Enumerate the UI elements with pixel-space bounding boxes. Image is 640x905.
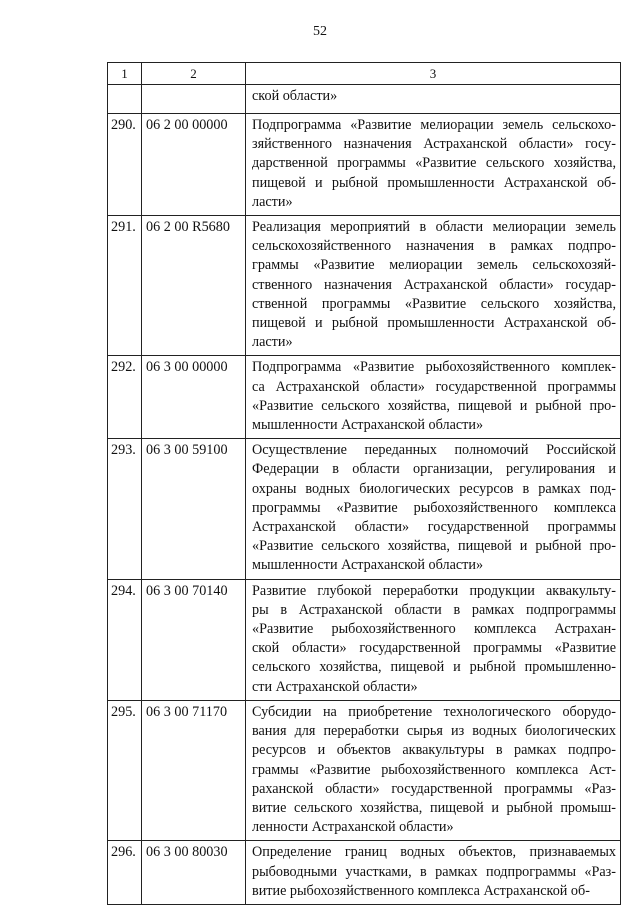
classification-code: 06 3 00 00000	[142, 356, 246, 439]
table-row	[108, 356, 621, 439]
text-line: Развитие глубокой переработки продукции аквакульту-	[252, 582, 616, 599]
continuation-row	[108, 85, 621, 114]
text-line: Подпрограмма «Развитие мелиорации земель сельскохо-	[252, 117, 616, 133]
text-line: Субсидии на приобретение технологического оборудо-	[252, 703, 616, 720]
text-line: ственного назначения Астраханской области» государ-	[252, 276, 616, 293]
text-line: «Развитие рыбохозяйственного комплекса Астрахан-	[252, 621, 616, 638]
text-line: мышленности Астраханской области»	[252, 557, 484, 574]
header-col-3: 3	[246, 63, 621, 85]
text-line: сельского хозяйства, пищевой и рыбной промышленно-	[252, 659, 616, 676]
text-line: дарственной программы «Развитие сельского хозяйства,	[252, 155, 616, 172]
table-row	[108, 700, 621, 840]
text-line: Астраханской области» государственной программы	[252, 519, 616, 536]
text-line: пищевой и рыбной промышленности Астраханской об-	[252, 174, 616, 191]
text-line: Реализация мероприятий в области мелиорации земель	[252, 219, 616, 236]
description-cell	[246, 114, 621, 216]
table-row	[108, 439, 621, 579]
text-line: граммы «Развитие мелиорации земель сельскохозяй-	[252, 257, 616, 274]
text-line: пищевой и рыбной промышленности Астраханской об-	[252, 315, 616, 332]
text-line: са Астраханской области» государственной программы	[252, 378, 616, 395]
table-row	[108, 216, 621, 356]
description-cell	[246, 700, 621, 840]
text-line: рыбоводными участками, в рамках подпрограммы «Раз-	[252, 863, 616, 880]
description-cell	[246, 841, 621, 905]
document-table	[107, 62, 621, 905]
text-line: витие рыбохозяйственного комплекса Астраханской об-	[252, 882, 590, 899]
text-line: ской области» государственной программы «Развитие	[252, 640, 616, 657]
row-number: 294.	[108, 579, 142, 700]
table-row	[108, 579, 621, 700]
row-number: 291.	[108, 216, 142, 356]
table-header-row	[108, 63, 621, 85]
description-cell	[246, 356, 621, 439]
text-line: мышленности Астраханской области»	[252, 417, 484, 434]
text-line: витие сельского хозяйства, пищевой и рыбной промыш-	[252, 799, 616, 816]
text-line: ленности Астраханской области»	[252, 819, 454, 836]
classification-code: 06 3 00 80030	[142, 841, 246, 905]
header-col-1: 1	[108, 63, 142, 85]
text-line: Федерации в области организации, регулирования и	[252, 461, 616, 478]
text-line: «Развитие сельского хозяйства, пищевой и рыбной про-	[252, 538, 616, 555]
table-row	[108, 114, 621, 216]
page-number: 52	[313, 24, 327, 39]
description-cell	[246, 439, 621, 579]
description-cell	[246, 579, 621, 700]
continuation-text-cell	[246, 85, 621, 114]
classification-code: 06 3 00 71170	[142, 700, 246, 840]
classification-code: 06 3 00 59100	[142, 439, 246, 579]
text-line: раханской области» государственной программы «Раз-	[252, 780, 616, 797]
table-body	[108, 63, 621, 905]
text-line: программы «Развитие рыбохозяйственного комплекса	[252, 499, 616, 516]
row-number: 290.	[108, 114, 142, 216]
text-line: ственной программы «Развитие сельского хозяйства,	[252, 295, 616, 312]
continuation-code-cell	[142, 85, 246, 114]
text-line: вания для переработки сырья из водных биологических	[252, 723, 616, 740]
text-line: охраны водных биологических ресурсов в рамках под-	[252, 480, 616, 497]
text-line: «Развитие сельского хозяйства, пищевой и рыбной про-	[252, 397, 616, 414]
row-number: 293.	[108, 439, 142, 579]
description-cell	[246, 216, 621, 356]
classification-code: 06 2 00 00000	[142, 114, 246, 216]
text-line: Осуществление переданных полномочий Российской	[252, 442, 616, 459]
text-line: Подпрограмма «Развитие рыбохозяйственного комплек-	[252, 359, 616, 376]
continuation-num-cell	[108, 85, 142, 114]
text-line: ласти»	[252, 193, 293, 210]
table-row	[108, 841, 621, 905]
classification-code: 06 2 00 R5680	[142, 216, 246, 356]
row-number: 295.	[108, 700, 142, 840]
text-line: зяйственного назначения Астраханской области» госу-	[252, 136, 616, 153]
text-line: сти Астраханской области»	[252, 678, 418, 695]
row-number: 296.	[108, 841, 142, 905]
text-line: ресурсов и объектов аквакультуры в рамках подпро-	[252, 742, 616, 759]
text-line: ры в Астраханской области в рамках подпрограммы	[252, 601, 616, 618]
header-col-2: 2	[142, 63, 246, 85]
text-line: граммы «Развитие рыбохозяйственного комплекса Аст-	[252, 761, 616, 778]
row-number: 292.	[108, 356, 142, 439]
text-line: сельскохозяйственного назначения в рамках подпро-	[252, 238, 616, 255]
text-line: Определение границ водных объектов, признаваемых	[252, 844, 616, 861]
text-line: ласти»	[252, 334, 293, 351]
classification-code: 06 3 00 70140	[142, 579, 246, 700]
text-line: ской области»	[252, 88, 338, 104]
